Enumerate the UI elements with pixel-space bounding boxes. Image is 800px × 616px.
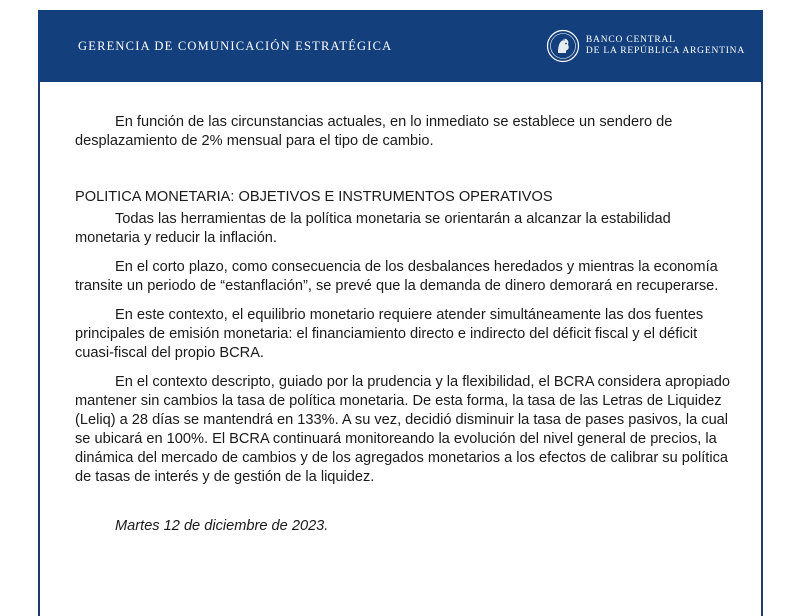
department-title: GERENCIA DE COMUNICACIÓN ESTRATÉGICA <box>78 38 393 53</box>
section-heading: POLITICA MONETARIA: OBJETIVOS E INSTRUMENTOS OPERATIVOS <box>75 189 553 205</box>
bank-name <box>586 35 745 57</box>
bank-name-line2: DE LA REPÚBLICA ARGENTINA <box>585 46 745 56</box>
bank-logo <box>546 29 745 63</box>
paragraph-rate-decision: En el contexto descripto, guiado por la prudencia y la flexibilidad, el BCRA considera apropiado mantener sin cambios la tasa de política monetaria. De esta forma, la tasa de las Letras de Liquidez (Leliq) a 28 días se mantendrá en 133%. A su vez, decidió disminuir la tasa de pases pasivos, la cual se ubicará en 100%. El BCRA continuará monitoreando la evolución del nivel general de precios, la dinámica del mercado de cambios y de los agregados monetarios a los efectos de calibrar su política de tasas de interés y de gestión de la liquidez. <box>75 374 730 485</box>
paragraph-short-term: En el corto plazo, como consecuencia de los desbalances heredados y mientras la economía transite un periodo de “estanflación”, se prevé que la demanda de dinero demorará en recuperarse. <box>75 259 719 294</box>
document-body <box>75 113 735 487</box>
paragraph-monetary-balance: En este contexto, el equilibrio monetario requiere atender simultáneamente las dos fuentes principales de emisión monetaria: el financiamiento directo e indirecto del déficit fiscal y el déficit cuasi-fiscal del propio BCRA. <box>75 307 704 361</box>
bank-name-line1: BANCO CENTRAL <box>585 35 676 45</box>
document-date: Martes 12 de diciembre de 2023. <box>115 518 329 534</box>
intro-paragraph: En función de las circunstancias actuales, en lo inmediato se establece un sendero de desplazamiento de 2% mensual para el tipo de cambio. <box>75 114 673 149</box>
paragraph-objectives: Todas las herramientas de la política monetaria se orientarán a alcanzar la estabilidad monetaria y reducir la inflación. <box>75 211 671 246</box>
bcra-seal-icon <box>546 29 580 63</box>
header-band <box>38 10 763 82</box>
